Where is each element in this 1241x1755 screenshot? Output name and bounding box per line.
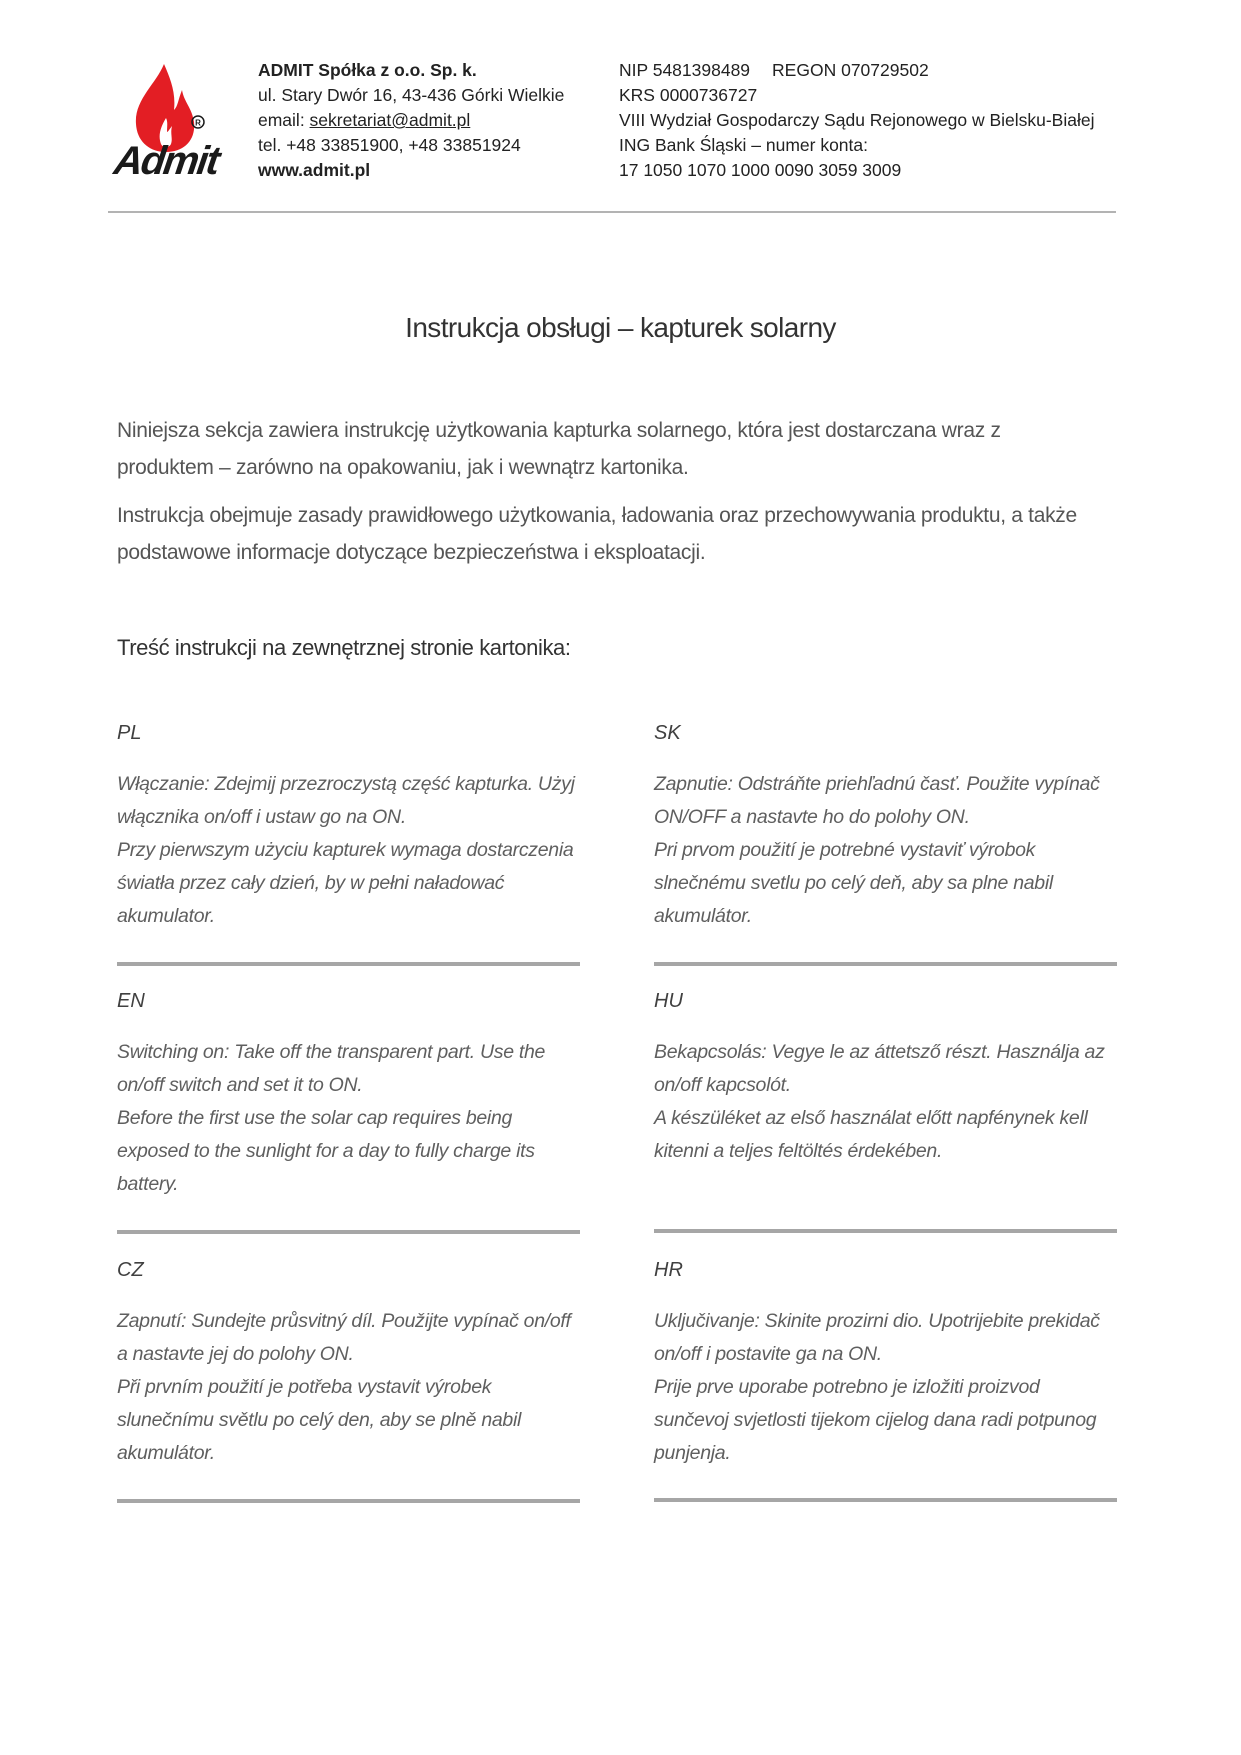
- company-name: ADMIT Spółka z o.o. Sp. k.: [258, 60, 477, 80]
- lang-text: [654, 1305, 1117, 1470]
- nip-regon-line: [619, 58, 1094, 83]
- lang-line: Uključivanje: Skinite prozirni dio. Upotrijebite prekidač on/off i postavite ga na ON.: [654, 1310, 1100, 1365]
- company-email-line: [258, 108, 564, 133]
- lang-line: A készüléket az első használat előtt napfénynek kell kitenni a teljes feltöltés érdekében.: [654, 1107, 1088, 1162]
- court: VIII Wydział Gospodarczy Sądu Rejonowego w Bielsku-Białej: [619, 110, 1095, 130]
- intro-paragraph: Instrukcja obejmuje zasady prawidłowego użytkowania, ładowania oraz przechowywania produktu, a także podstawowe informacje dotyczące bezpieczeństwa i eksploatacji.: [117, 504, 1077, 564]
- lang-divider: [654, 1229, 1117, 1233]
- lang-text: [117, 1305, 580, 1470]
- lang-divider: [117, 962, 580, 966]
- lang-text: [117, 1036, 580, 1201]
- lang-code: CZ: [117, 1259, 144, 1281]
- company-phone: tel. +48 33851900, +48 33851924: [258, 135, 521, 155]
- registry-info: [619, 58, 1094, 183]
- header-divider: [108, 211, 1116, 213]
- lang-block-hr: [654, 1259, 1117, 1470]
- section-heading: Treść instrukcji na zewnętrznej stronie kartonika:: [117, 635, 571, 660]
- lang-code: EN: [117, 990, 145, 1012]
- company-address: ul. Stary Dwór 16, 43-436 Górki Wielkie: [258, 85, 565, 105]
- lang-block-en: [117, 990, 580, 1201]
- lang-block-pl: [117, 722, 580, 933]
- email-label: email:: [258, 110, 310, 130]
- lang-line: Při prvním použití je potřeba vystavit výrobek slunečnímu světlu po celý den, aby se plně nabil akumulátor.: [117, 1376, 522, 1464]
- lang-block-cz: [117, 1259, 580, 1470]
- lang-text: [654, 768, 1117, 933]
- svg-text:R: R: [195, 118, 201, 128]
- lang-line: Przy pierwszym użyciu kapturek wymaga dostarczenia światła przez cały dzień, by w pełni naładować akumulator.: [117, 839, 574, 927]
- lang-text: [117, 768, 580, 933]
- lang-line: Pri prvom použití je potrebné vystaviť výrobok slnečnému svetlu po celý deň, aby sa plne nabil akumulátor.: [654, 839, 1053, 927]
- company-info: [258, 58, 564, 183]
- lang-divider: [654, 1498, 1117, 1502]
- lang-line: Before the first use the solar cap requires being exposed to the sunlight for a day to fully charge its battery.: [117, 1107, 535, 1195]
- document-title: Instrukcja obsługi – kapturek solarny: [405, 312, 836, 343]
- lang-code: HR: [654, 1259, 683, 1281]
- intro-text: [117, 413, 1097, 583]
- svg-text:Admit: Admit: [111, 138, 221, 182]
- letterhead: [0, 0, 1241, 215]
- email-link[interactable]: sekretariat@admit.pl: [309, 110, 471, 130]
- lang-text: [654, 1036, 1117, 1168]
- regon: REGON 070729502: [772, 60, 929, 80]
- lang-code: PL: [117, 722, 142, 744]
- nip: NIP 5481398489: [619, 60, 751, 80]
- bank: ING Bank Śląski – numer konta:: [619, 135, 868, 155]
- lang-divider: [117, 1230, 580, 1234]
- company-website[interactable]: www.admit.pl: [258, 160, 371, 180]
- intro-paragraph: Niniejsza sekcja zawiera instrukcję użytkowania kapturka solarnego, która jest dostarczana wraz z produktem – zarówno na opakowaniu, jak i wewnątrz kartonika.: [117, 419, 1001, 479]
- lang-line: Zapnutie: Odstráňte priehľadnú časť. Použite vypínač ON/OFF a nastavte ho do polohy ON.: [654, 773, 1100, 828]
- account-number: 17 1050 1070 1000 0090 3059 3009: [619, 160, 902, 180]
- lang-divider: [117, 1499, 580, 1503]
- admit-logo: [106, 62, 236, 182]
- lang-line: Switching on: Take off the transparent part. Use the on/off switch and set it to ON.: [117, 1041, 546, 1096]
- lang-code: SK: [654, 722, 681, 744]
- lang-line: Włączanie: Zdejmij przezroczystą część kapturka. Użyj włącznika on/off i ustaw go na ON.: [117, 773, 575, 828]
- lang-divider: [654, 962, 1117, 966]
- lang-block-sk: [654, 722, 1117, 933]
- flame-logo-icon: [106, 62, 236, 182]
- lang-line: Zapnutí: Sundejte průsvitný díl. Použijte vypínač on/off a nastavte jej do polohy ON.: [117, 1310, 571, 1365]
- lang-block-hu: [654, 990, 1117, 1168]
- lang-line: Prije prve uporabe potrebno je izložiti proizvod sunčevoj svjetlosti tijekom cijelog dana radi potpunog punjenja.: [654, 1376, 1097, 1464]
- krs: KRS 0000736727: [619, 85, 758, 105]
- lang-code: HU: [654, 990, 683, 1012]
- lang-line: Bekapcsolás: Vegye le az áttetsző részt. Használja az on/off kapcsolót.: [654, 1041, 1105, 1096]
